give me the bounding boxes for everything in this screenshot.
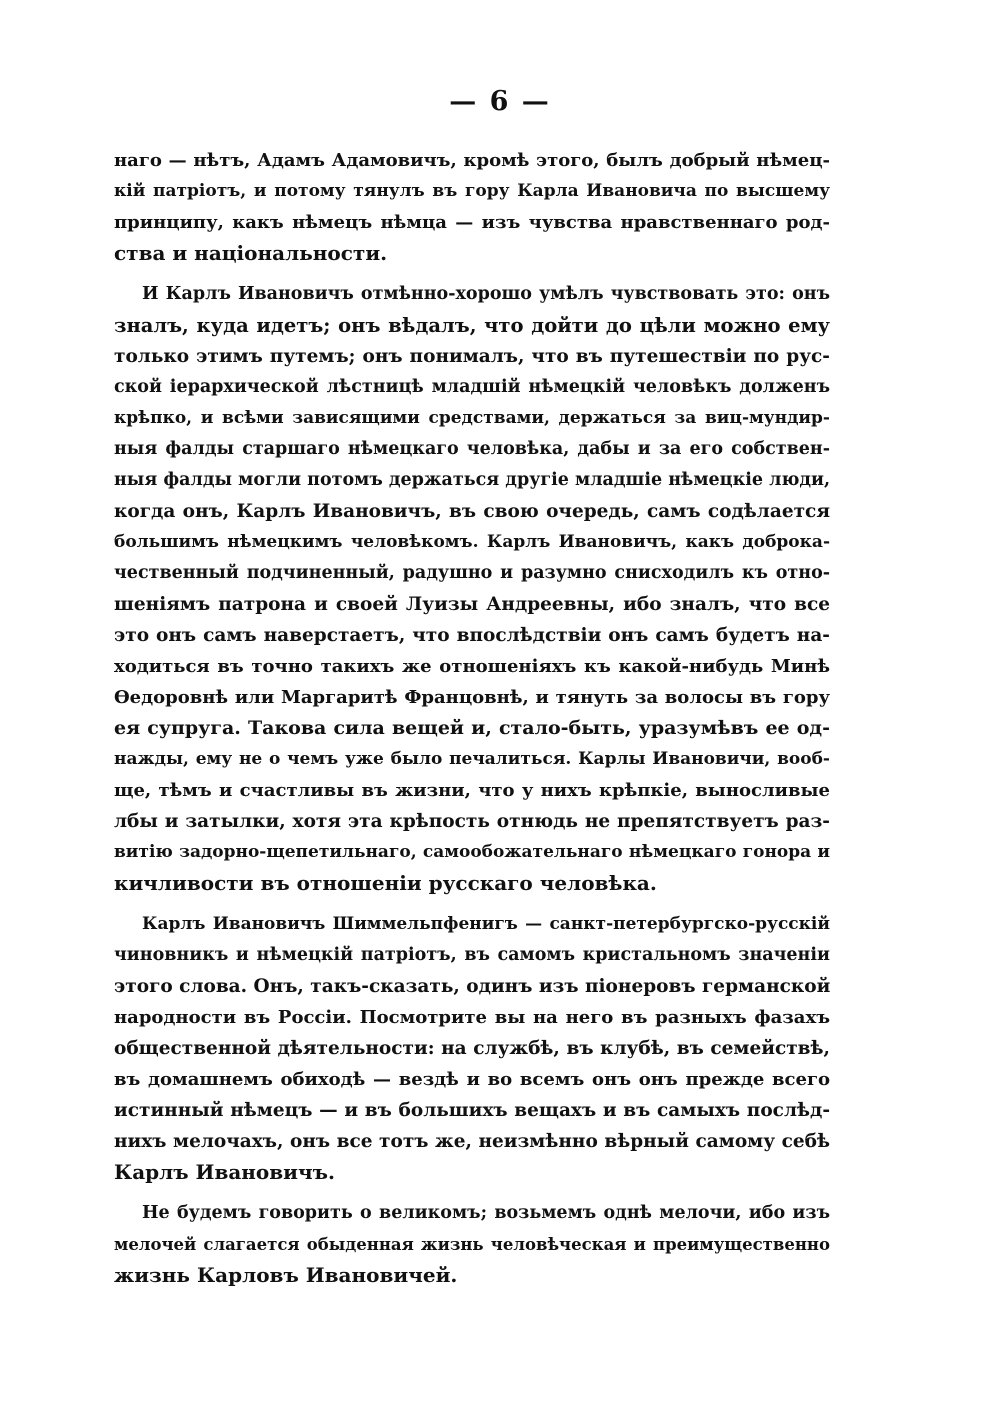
text-line: истинный нѣмецъ — и въ большихъ вещахъ и въ самыхъ послѣд- [114, 1100, 830, 1121]
text-line: лбы и затылки, хотя эта крѣпость отнюдь не препятствуетъ раз- [114, 811, 830, 832]
text-line: это онъ самъ наверстаетъ, что впослѣдствіи онъ самъ будетъ на- [114, 625, 830, 646]
text-line: ныя фалды могли потомъ держаться другіе младшіе нѣмецкіе люди, [114, 470, 830, 490]
text-line: кій патріотъ, и потому тянулъ въ гору Карла Ивановича по высшему [114, 181, 830, 201]
text-line: въ домашнемъ обиходѣ — вездѣ и во всемъ онъ онъ прежде всего [114, 1069, 830, 1090]
text-line: когда онъ, Карлъ Ивановичъ, въ свою очередь, самъ содѣлается [114, 501, 830, 522]
text-line: большимъ нѣмецкимъ человѣкомъ. Карлъ Ивановичъ, какъ доброка- [114, 532, 830, 552]
paragraph-gap [114, 269, 830, 279]
text-line: мелочей слагается обыденная жизнь человѣческая и преимущественно [114, 1235, 830, 1254]
paragraph-gap [114, 1188, 830, 1198]
paragraph-gap [114, 899, 830, 909]
text-line: жизнь Карловъ Ивановичей. [114, 1263, 458, 1287]
paragraph-4 [114, 1198, 830, 1291]
text-line: ходиться въ точно такихъ же отношеніяхъ къ какой-нибудь Минѣ [114, 656, 830, 677]
text-line: кичливости въ отношеніи русскаго человѣка. [114, 871, 657, 895]
page-text [114, 145, 830, 1291]
text-line: И Карлъ Ивановичъ отмѣнно-хорошо умѣлъ чувствовать это: онъ [142, 284, 830, 304]
text-line: общественной дѣятельности: на службѣ, въ клубѣ, въ семействѣ, [114, 1038, 830, 1059]
text-line: народности въ Россіи. Посмотрите вы на него въ разныхъ фазахъ [114, 1007, 830, 1028]
paragraph-1 [114, 145, 830, 269]
text-line: чественный подчиненный, радушно и разумно снисходилъ къ отно- [114, 563, 830, 583]
text-line: только этимъ путемъ; онъ понималъ, что въ путешествіи по рус- [114, 346, 830, 367]
text-line: ской іерархической лѣстницѣ младшій нѣмецкій человѣкъ долженъ [114, 377, 830, 397]
text-line: нихъ мелочахъ, онъ все тотъ же, неизмѣнно вѣрный самому себѣ [114, 1131, 830, 1152]
text-line: ще, тѣмъ и счастливы въ жизни, что у нихъ крѣпкіе, выносливые [114, 780, 830, 801]
text-line: Не будемъ говорить о великомъ; возьмемъ однѣ мелочи, ибо изъ [142, 1203, 830, 1223]
text-line: зналъ, куда идетъ; онъ вѣдалъ, что дойти до цѣли можно ему [114, 314, 830, 337]
text-line: ея супруга. Такова сила вещей и, стало-быть, уразумѣвъ ее од- [114, 717, 830, 739]
text-line: крѣпко, и всѣми зависящими средствами, держаться за виц-мундир- [114, 408, 830, 428]
text-line: шеніямъ патрона и своей Луизы Андреевны, ибо зналъ, что все [114, 594, 830, 615]
page-number: — 6 — [449, 86, 551, 117]
text-line: чиновникъ и нѣмецкій патріотъ, въ самомъ кристальномъ значеніи [114, 945, 830, 965]
text-line: нажды, ему не о чемъ уже было печалиться. Карлы Ивановичи, вооб- [114, 749, 830, 769]
text-line: принципу, какъ нѣмецъ нѣмца — изъ чувства нравственнаго род- [114, 212, 830, 233]
paragraph-3 [114, 909, 830, 1188]
text-line: Карлъ Ивановичъ. [114, 1160, 335, 1184]
text-line: Ѳедоровнѣ или Маргаритѣ Францовнѣ, и тянуть за волосы въ гору [114, 687, 830, 708]
text-line: ныя фалды старшаго нѣмецкаго человѣка, дабы и за его собствен- [114, 439, 830, 459]
text-line: ства и національности. [114, 241, 388, 265]
text-line: этого слова. Онъ, такъ-сказать, одинъ изъ піонеровъ германской [114, 976, 830, 997]
text-line: витію задорно-щепетильнаго, самообожательнаго нѣмецкаго гонора и [114, 842, 830, 862]
text-line: Карлъ Ивановичъ Шиммельпфенигъ — санкт-петербургско-русскій [142, 914, 830, 934]
paragraph-2 [114, 279, 830, 899]
text-line: наго — нѣтъ, Адамъ Адамовичъ, кромѣ этого, былъ добрый нѣмец- [114, 150, 830, 171]
